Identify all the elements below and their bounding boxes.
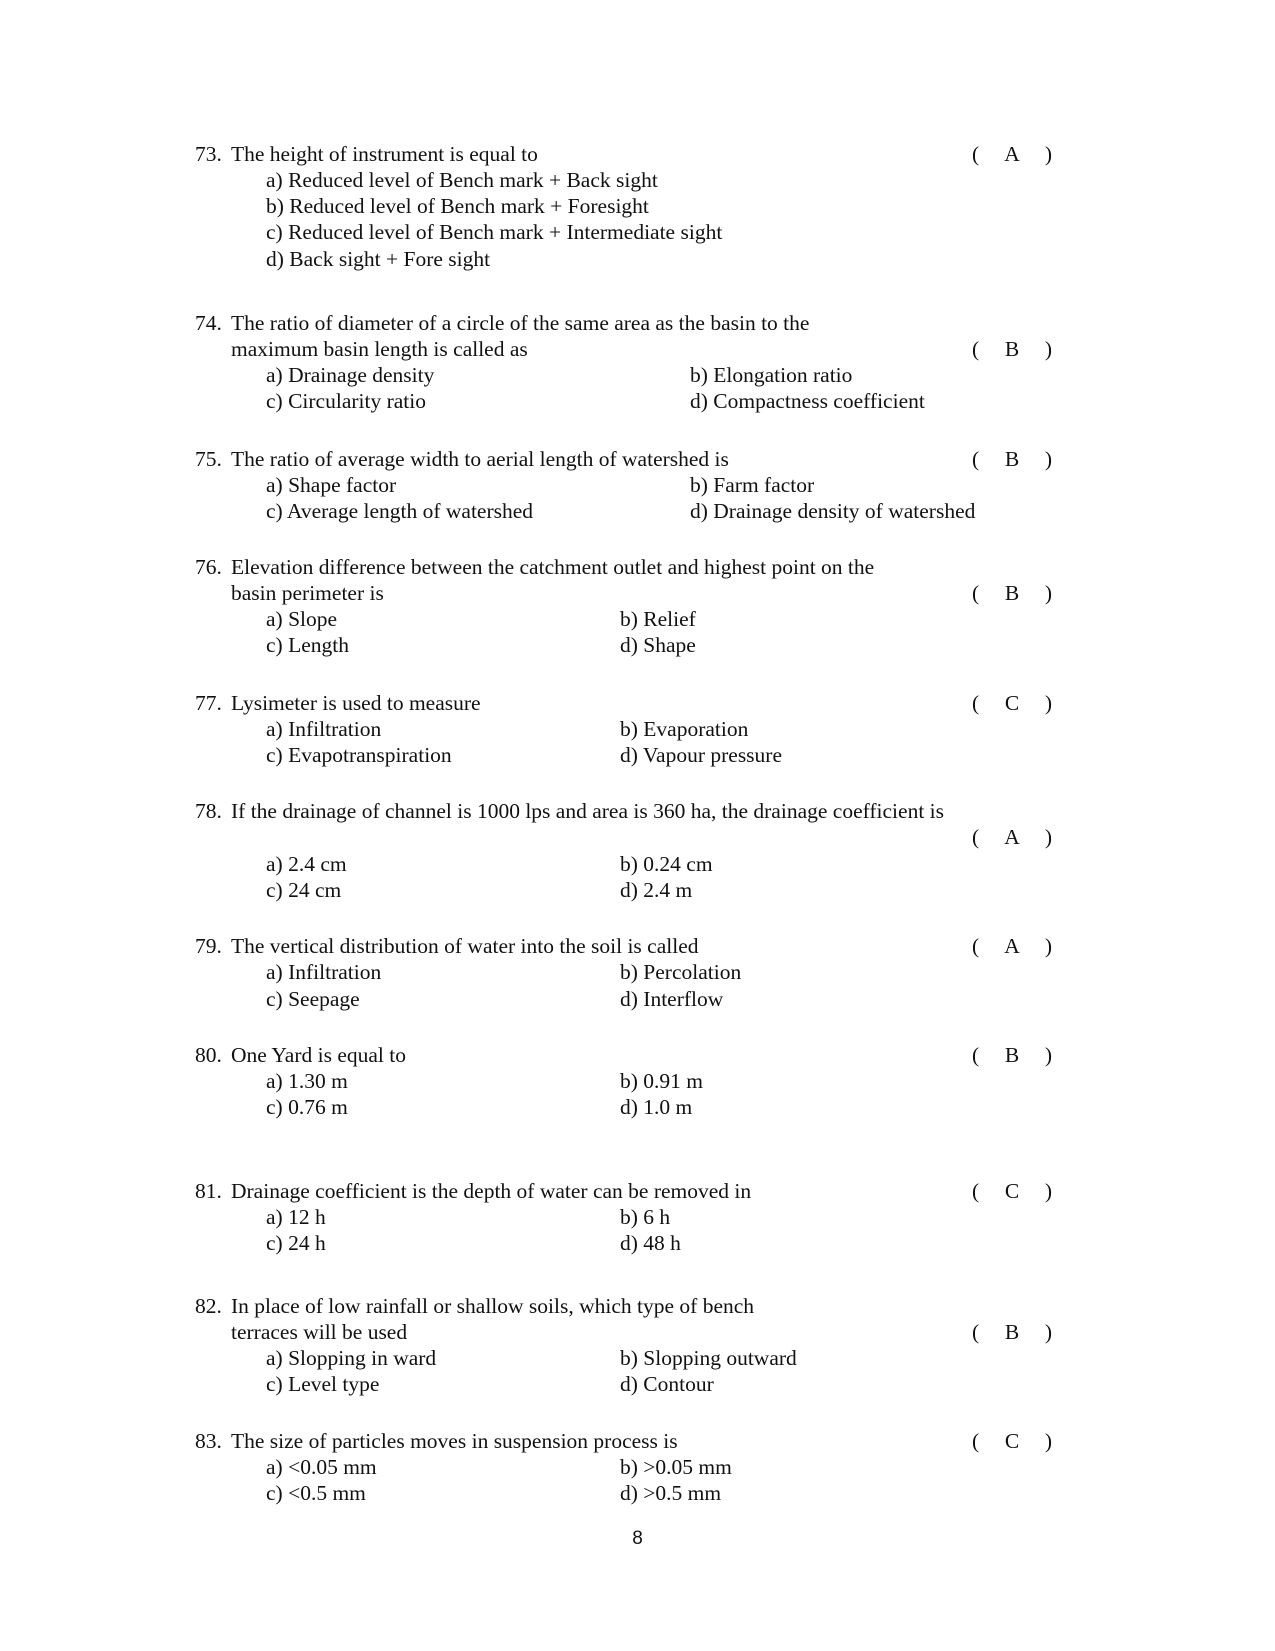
option-b: b) Reduced level of Bench mark + Foresight (266, 194, 649, 218)
answer-key: ( A ) (972, 825, 1052, 849)
question-number: 80. (195, 1043, 222, 1067)
question-number: 81. (195, 1179, 222, 1203)
option-a: a) Slope (266, 607, 338, 631)
answer-key: ( A ) (972, 142, 1052, 166)
option-c: c) 0.76 m (266, 1095, 348, 1119)
option-b: b) >0.05 mm (620, 1455, 732, 1479)
question-number: 82. (195, 1294, 222, 1318)
option-b: b) Slopping outward (620, 1346, 797, 1370)
question-stem: The ratio of diameter of a circle of the same area as the basin to the (231, 311, 810, 335)
option-a: a) Shape factor (266, 473, 397, 497)
option-d: d) 48 h (620, 1231, 681, 1255)
question-stem: Elevation difference between the catchment outlet and highest point on the (231, 555, 875, 579)
option-b: b) Percolation (620, 960, 742, 984)
option-d: d) Compactness coefficient (690, 389, 925, 413)
option-c: c) Level type (266, 1372, 380, 1396)
answer-letter: C (1004, 1179, 1020, 1203)
answer-key: ( B ) (972, 337, 1052, 361)
option-d: d) Vapour pressure (620, 743, 783, 767)
option-a: a) 12 h (266, 1205, 326, 1229)
option-a: a) Infiltration (266, 717, 382, 741)
answer-key: ( B ) (972, 1043, 1052, 1067)
question-number: 73. (195, 142, 222, 166)
answer-letter: A (1004, 825, 1020, 849)
question-number: 76. (195, 555, 222, 579)
page-number: 8 (632, 1528, 643, 1549)
option-d: d) Back sight + Fore sight (266, 247, 491, 271)
option-b: b) 6 h (620, 1205, 671, 1229)
option-d: d) >0.5 mm (620, 1481, 722, 1505)
option-c: c) <0.5 mm (266, 1481, 366, 1505)
answer-letter: A (1004, 934, 1020, 958)
option-a: a) Slopping in ward (266, 1346, 437, 1370)
answer-letter: A (1004, 142, 1020, 166)
option-a: a) <0.05 mm (266, 1455, 377, 1479)
option-a: a) Reduced level of Bench mark + Back sight (266, 168, 658, 192)
question-number: 75. (195, 447, 222, 471)
question-stem: The ratio of average width to aerial length of watershed is (231, 447, 729, 471)
question-stem: The vertical distribution of water into the soil is called (231, 934, 699, 958)
option-c: c) Circularity ratio (266, 389, 426, 413)
question-stem: The size of particles moves in suspension process is (231, 1429, 678, 1453)
question-stem-line-2: maximum basin length is called as (231, 337, 528, 361)
option-d: d) Interflow (620, 987, 724, 1011)
answer-letter: B (1004, 337, 1020, 361)
option-d: d) 2.4 m (620, 878, 693, 902)
option-a: a) 1.30 m (266, 1069, 348, 1093)
question-number: 79. (195, 934, 222, 958)
option-b: b) 0.91 m (620, 1069, 704, 1093)
question-number: 77. (195, 691, 222, 715)
question-stem: The height of instrument is equal to (231, 142, 538, 166)
question-stem: In place of low rainfall or shallow soils, which type of bench (231, 1294, 755, 1318)
answer-letter: C (1004, 691, 1020, 715)
option-d: d) Contour (620, 1372, 714, 1396)
answer-letter: B (1004, 1043, 1020, 1067)
option-c: c) Evapotranspiration (266, 743, 452, 767)
answer-key: ( C ) (972, 1429, 1052, 1453)
option-d: d) Shape (620, 633, 696, 657)
option-c: c) 24 h (266, 1231, 326, 1255)
option-a: a) Infiltration (266, 960, 382, 984)
option-c: c) Average length of watershed (266, 499, 534, 523)
option-c: c) Length (266, 633, 349, 657)
option-a: a) 2.4 cm (266, 852, 347, 876)
question-stem-line-2: basin perimeter is (231, 581, 384, 605)
question-stem: If the drainage of channel is 1000 lps and area is 360 ha, the drainage coefficient is (231, 799, 945, 823)
answer-key: ( B ) (972, 581, 1052, 605)
answer-letter: B (1004, 447, 1020, 471)
answer-key: ( B ) (972, 447, 1052, 471)
option-d: d) 1.0 m (620, 1095, 693, 1119)
option-a: a) Drainage density (266, 363, 435, 387)
option-d: d) Drainage density of watershed (690, 499, 976, 523)
answer-key: ( A ) (972, 934, 1052, 958)
option-b: b) 0.24 cm (620, 852, 713, 876)
answer-key: ( B ) (972, 1320, 1052, 1344)
option-c: c) Reduced level of Bench mark + Intermediate sight (266, 220, 723, 244)
question-stem-line-2: terraces will be used (231, 1320, 408, 1344)
question-stem: Drainage coefficient is the depth of water can be removed in (231, 1179, 752, 1203)
question-stem: Lysimeter is used to measure (231, 691, 481, 715)
question-number: 83. (195, 1429, 222, 1453)
question-number: 74. (195, 311, 222, 335)
answer-letter: B (1004, 1320, 1020, 1344)
question-number: 78. (195, 799, 222, 823)
question-stem: One Yard is equal to (231, 1043, 406, 1067)
option-c: c) Seepage (266, 987, 360, 1011)
option-b: b) Relief (620, 607, 696, 631)
option-b: b) Farm factor (690, 473, 815, 497)
option-b: b) Elongation ratio (690, 363, 853, 387)
answer-key: ( C ) (972, 1179, 1052, 1203)
option-b: b) Evaporation (620, 717, 749, 741)
answer-letter: B (1004, 581, 1020, 605)
answer-key: ( C ) (972, 691, 1052, 715)
option-c: c) 24 cm (266, 878, 342, 902)
answer-letter: C (1004, 1429, 1020, 1453)
